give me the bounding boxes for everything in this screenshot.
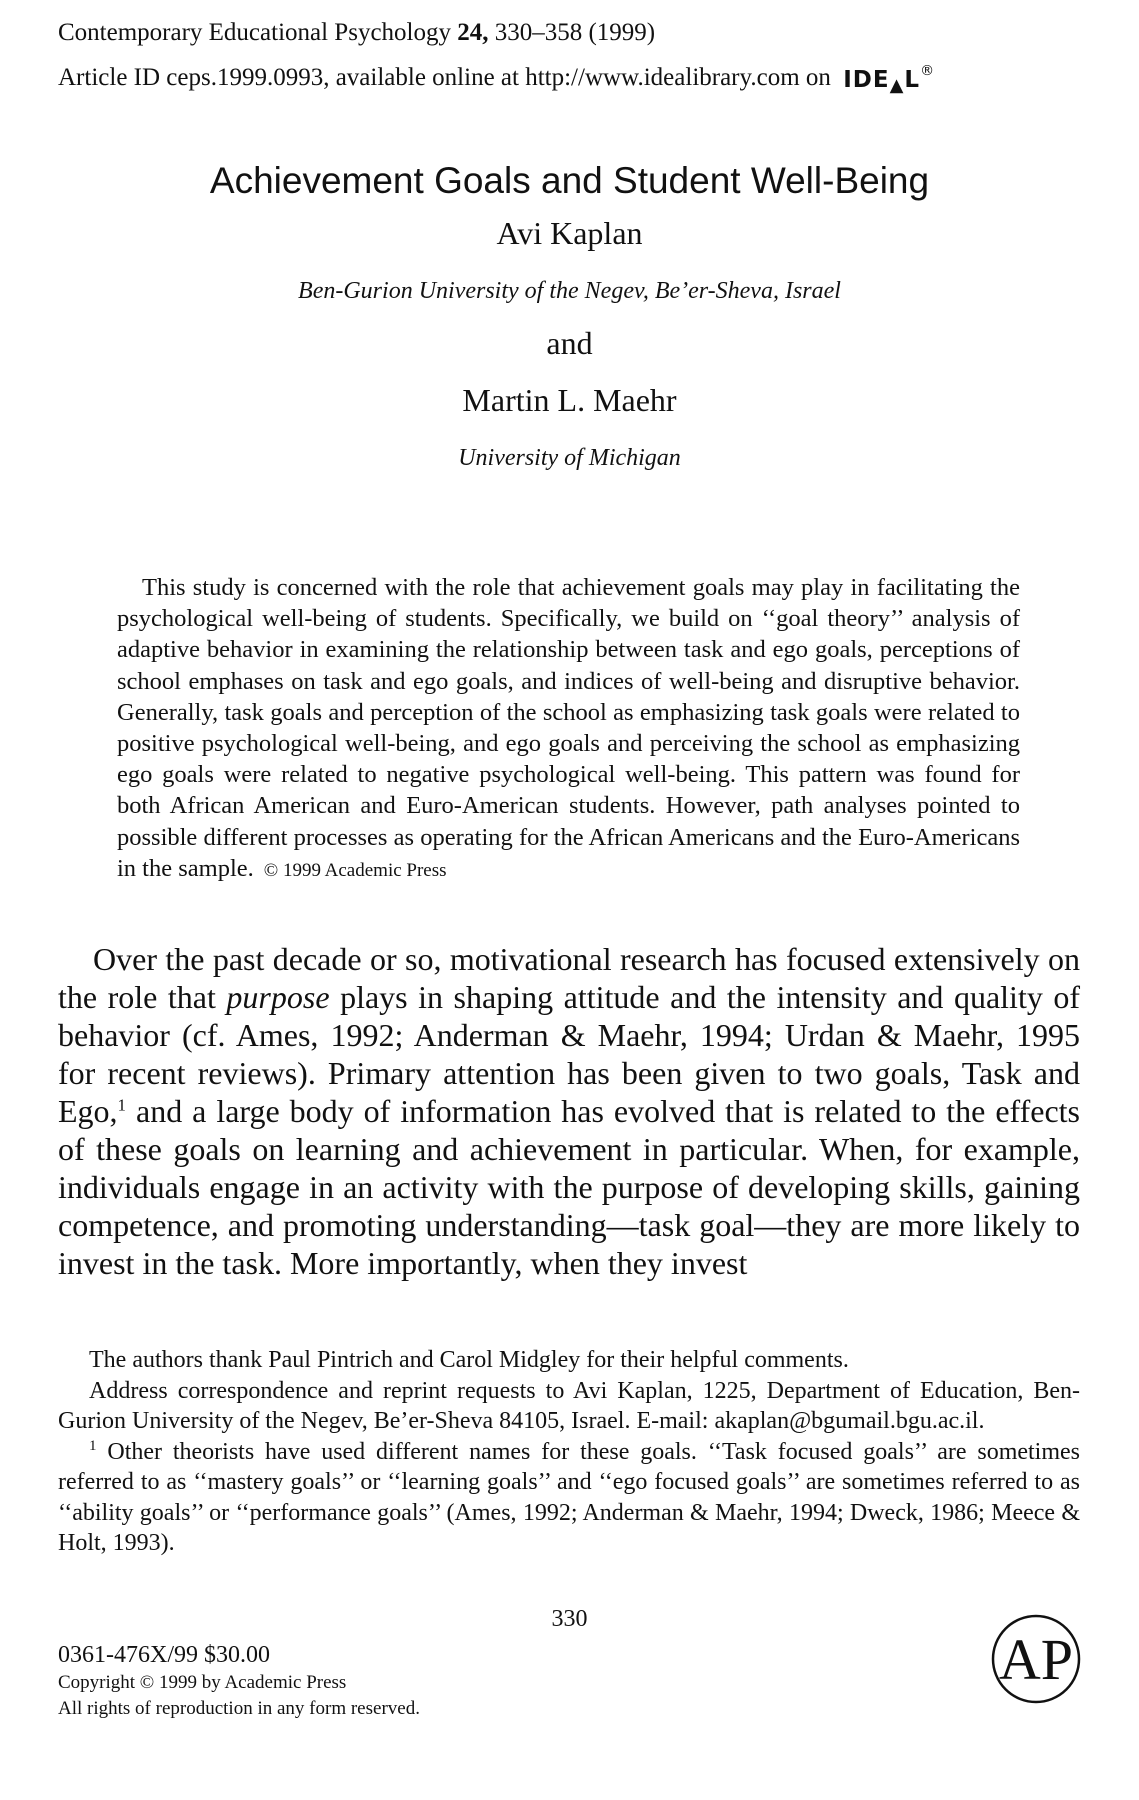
body-text [58, 940, 1080, 1282]
article-id-line [58, 52, 935, 101]
author-name: Martin L. Maehr [462, 382, 677, 418]
journal-citation [58, 14, 935, 52]
page-number: 330 [551, 1606, 588, 1632]
journal-header [58, 14, 935, 101]
journal-volume: 24, [457, 19, 489, 46]
author-affiliation: Ben-Gurion University of the Negev, Be’er-Sheva, Israel [298, 278, 841, 304]
body-paragraph: and a large body of information has evolved that is related to the effects of these goals on learning and achievement in particular. When, for example, individuals engage in an activity with the purpose of developing skills, gaining competence, and promoting understanding—task goal—they are more likely to invest in the task. More importantly, when they invest [58, 1093, 1081, 1281]
abstract-text: This study is concerned with the role that achievement goals may play in facilitating the psychological well-being of students. Specifically, we build on ‘‘goal theory’’ analysis of adaptive behavior in examining the relationship between task and ego goals, perceptions of school emphases on task and ego goals, and indices of well-being and disruptive behavior. Generally, task goals and perception of the school as emphasizing task goals were related to positive psychological well-being, and ego goals and perceiving the school as emphasizing ego goals were related to negative psychological well-being. This pattern was found for both African American and Euro-American students. However, path analyses pointed to possible different processes as operating for the African Americans and the Euro-Americans in the sample. [117, 574, 1020, 882]
article-id-text: Article ID ceps.1999.0993, available online at http://www.idealibrary.com on [58, 64, 831, 91]
body-paragraph: plays in shaping attitude and the intensity and quality of behavior (cf. Ames, 1992; Anderman & Maehr, 1994; Urdan & Maehr, 1995 for recent reviews). Primary attention has been given to two goals, Task and Ego, [58, 979, 1081, 1129]
journal-pages-year: 330–358 (1999) [494, 19, 656, 46]
issn-price: 0361-476X/99 $30.00 [58, 1642, 270, 1668]
ideal-logo: IDE▲L® [843, 63, 936, 96]
abstract [117, 572, 1020, 886]
journal-name: Contemporary Educational Psychology [58, 19, 451, 46]
copyright-footer [58, 1640, 420, 1722]
rights-line: All rights of reproduction in any form reserved. [58, 1698, 420, 1719]
author-affiliation: University of Michigan [458, 445, 681, 471]
footnote-marker: 1 [117, 1095, 127, 1115]
footnote-marker: 1 [89, 1437, 97, 1454]
copyright-line: Copyright © 1999 by Academic Press [58, 1672, 347, 1693]
emphasized-word: purpose [226, 979, 330, 1015]
author-name: Avi Kaplan [496, 215, 643, 251]
abstract-copyright: © 1999 Academic Press [263, 859, 447, 881]
body-paragraph: Over the past decade or so, motivational research has focused extensively on the role that [58, 941, 1080, 1015]
footnote-text: Other theorists have used different names for these goals. ‘‘Task focused goals’’ are sometimes referred to as ‘‘mastery goals’’ or ‘‘learning goals’’ and ‘‘ego focused goals’’ are sometimes referred to as ‘‘ability goals’’ or ‘‘performance goals’’ (Ames, 1992; Anderman & Maehr, 1994; Dweck, 1986; Meece & Holt, 1993). [58, 1438, 1081, 1556]
author-conjunction: and [546, 325, 593, 361]
academic-press-logo [990, 1613, 1082, 1705]
footnotes [58, 1345, 1080, 1559]
acknowledgment-note: The authors thank Paul Pintrich and Carol Midgley for their helpful comments. [89, 1347, 849, 1373]
article-title: Achievement Goals and Student Well-Being [209, 160, 930, 201]
logo-letters: AP [998, 1627, 1074, 1692]
correspondence-note: Address correspondence and reprint requests to Avi Kaplan, 1225, Department of Education, Ben-Gurion University of the Negev, Be’er-Sheva 84105, Israel. E-mail: akaplan@bgumail.bgu.ac.il. [58, 1377, 1080, 1434]
footnote-1 [58, 1437, 1080, 1559]
